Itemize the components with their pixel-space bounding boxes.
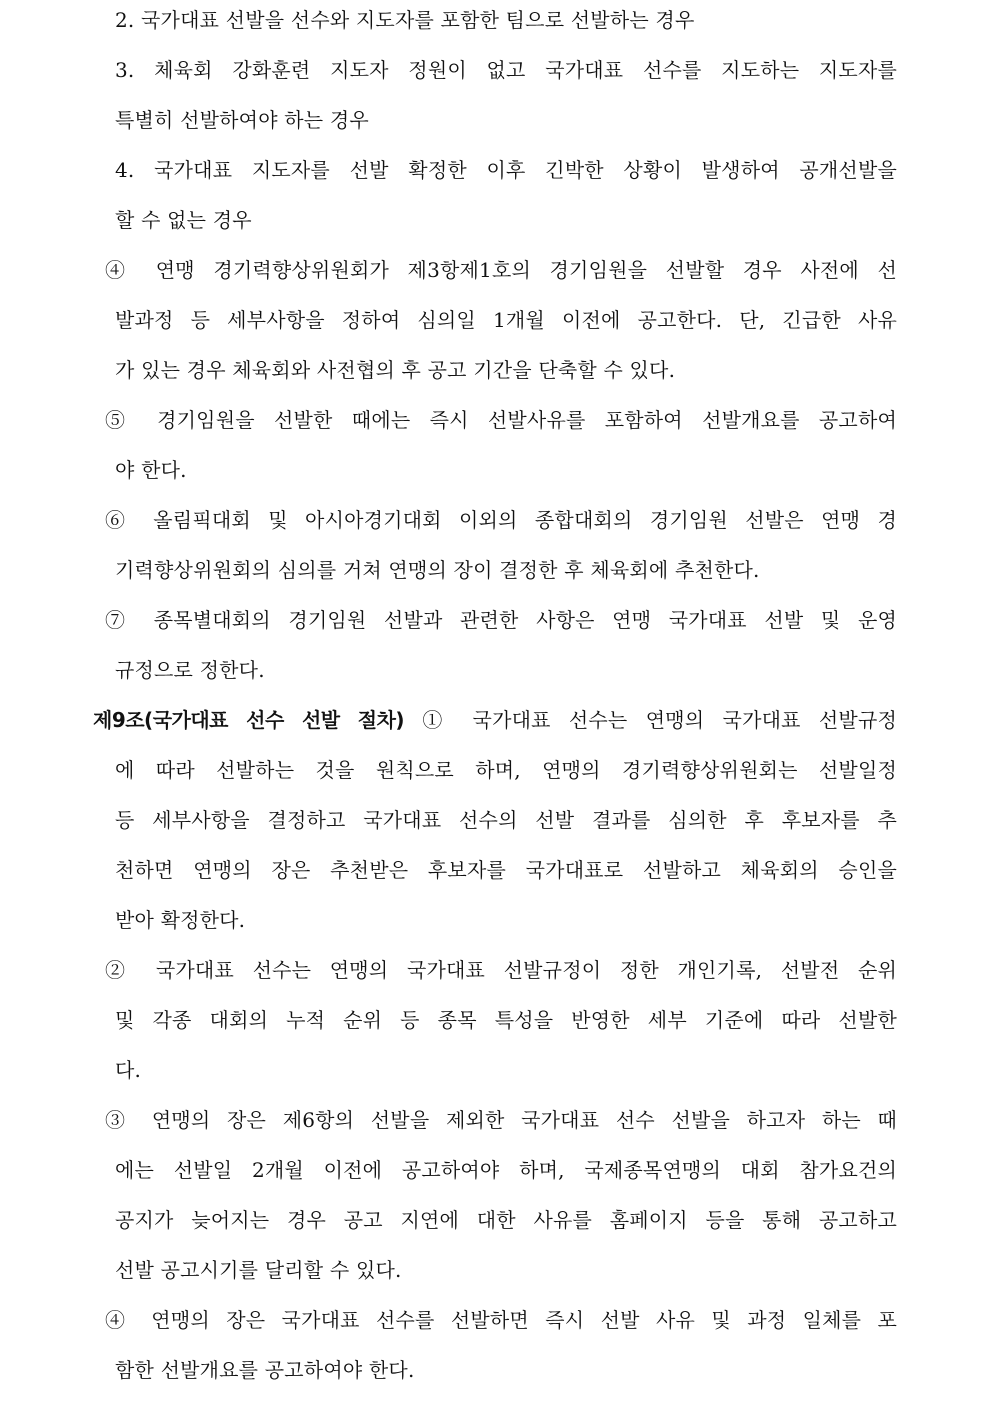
paragraph-7-line-1: ⑦ 종목별대회의 경기임원 선발과 관련한 사항은 연맹 국가대표 선발 및 운영 xyxy=(105,608,897,632)
paragraph-4-line-1: ④ 연맹 경기력향상위원회가 제3항제1호의 경기임원을 선발할 경우 사전에 선 xyxy=(105,258,897,282)
article-9-line-3: 등 세부사항을 결정하고 국가대표 선수의 선발 결과를 심의한 후 후보자를 추 xyxy=(115,808,897,832)
article-9-clause-2-line-3: 다. xyxy=(115,1058,142,1082)
item-3-line-1: 3. 체육회 강화훈련 지도자 정원이 없고 국가대표 선수를 지도하는 지도자를 xyxy=(115,58,897,82)
article-9-clause-2-line-1: ② 국가대표 선수는 연맹의 국가대표 선발규정이 정한 개인기록, 선발전 순위 xyxy=(105,958,897,982)
article-9-clause-3-line-4: 선발 공고시기를 달리할 수 있다. xyxy=(115,1258,402,1282)
article-9-title: 제9조(국가대표 선수 선발 절차) xyxy=(93,708,405,732)
article-9-line-4: 천하면 연맹의 장은 추천받은 후보자를 국가대표로 선발하고 체육회의 승인을 xyxy=(115,858,897,882)
article-9-clause-3-line-3: 공지가 늦어지는 경우 공고 지연에 대한 사유를 홈페이지 등을 통해 공고하고 xyxy=(115,1208,897,1232)
paragraph-7-line-2: 규정으로 정한다. xyxy=(115,658,265,682)
paragraph-4-line-2: 발과정 등 세부사항을 정하여 심의일 1개월 이전에 공고한다. 단, 긴급한 사유 xyxy=(115,308,897,332)
article-9-clause-3-line-1: ③ 연맹의 장은 제6항의 선발을 제외한 국가대표 선수 선발을 하고자 하는 때 xyxy=(105,1108,897,1132)
item-4-line-2: 할 수 없는 경우 xyxy=(115,208,252,232)
article-9-line-5: 받아 확정한다. xyxy=(115,908,246,932)
article-9-clause-4-line-1: ④ 연맹의 장은 국가대표 선수를 선발하면 즉시 선발 사유 및 과정 일체를 포 xyxy=(105,1308,897,1332)
item-4-line-1: 4. 국가대표 지도자를 선발 확정한 이후 긴박한 상황이 발생하여 공개선발을 xyxy=(115,158,897,182)
item-3-line-2: 특별히 선발하여야 하는 경우 xyxy=(115,108,369,132)
paragraph-6-line-2: 기력향상위원회의 심의를 거쳐 연맹의 장이 결정한 후 체육회에 추천한다. xyxy=(115,558,760,582)
article-9-line-1 xyxy=(93,705,897,735)
paragraph-4-line-3: 가 있는 경우 체육회와 사전협의 후 공고 기간을 단축할 수 있다. xyxy=(115,358,676,382)
article-9-clause-4-line-2: 함한 선발개요를 공고하여야 한다. xyxy=(115,1358,415,1382)
paragraph-5-line-2: 야 한다. xyxy=(115,458,187,482)
article-9-clause-3-line-2: 에는 선발일 2개월 이전에 공고하여야 하며, 국제종목연맹의 대회 참가요건의 xyxy=(115,1158,897,1182)
paragraph-6-line-1: ⑥ 올림픽대회 및 아시아경기대회 이외의 종합대회의 경기임원 선발은 연맹 경 xyxy=(105,508,897,532)
item-2-line-1: 2. 국가대표 선발을 선수와 지도자를 포함한 팀으로 선발하는 경우 xyxy=(115,8,695,32)
article-9-line-2: 에 따라 선발하는 것을 원칙으로 하며, 연맹의 경기력향상위원회는 선발일정 xyxy=(115,758,897,782)
paragraph-5-line-1: ⑤ 경기임원을 선발한 때에는 즉시 선발사유를 포함하여 선발개요를 공고하여 xyxy=(105,408,897,432)
article-9-clause-2-line-2: 및 각종 대회의 누적 순위 등 종목 특성을 반영한 세부 기준에 따라 선발한 xyxy=(115,1008,897,1032)
article-9-clause-1-start: ① 국가대표 선수는 연맹의 국가대표 선발규정 xyxy=(422,708,897,732)
